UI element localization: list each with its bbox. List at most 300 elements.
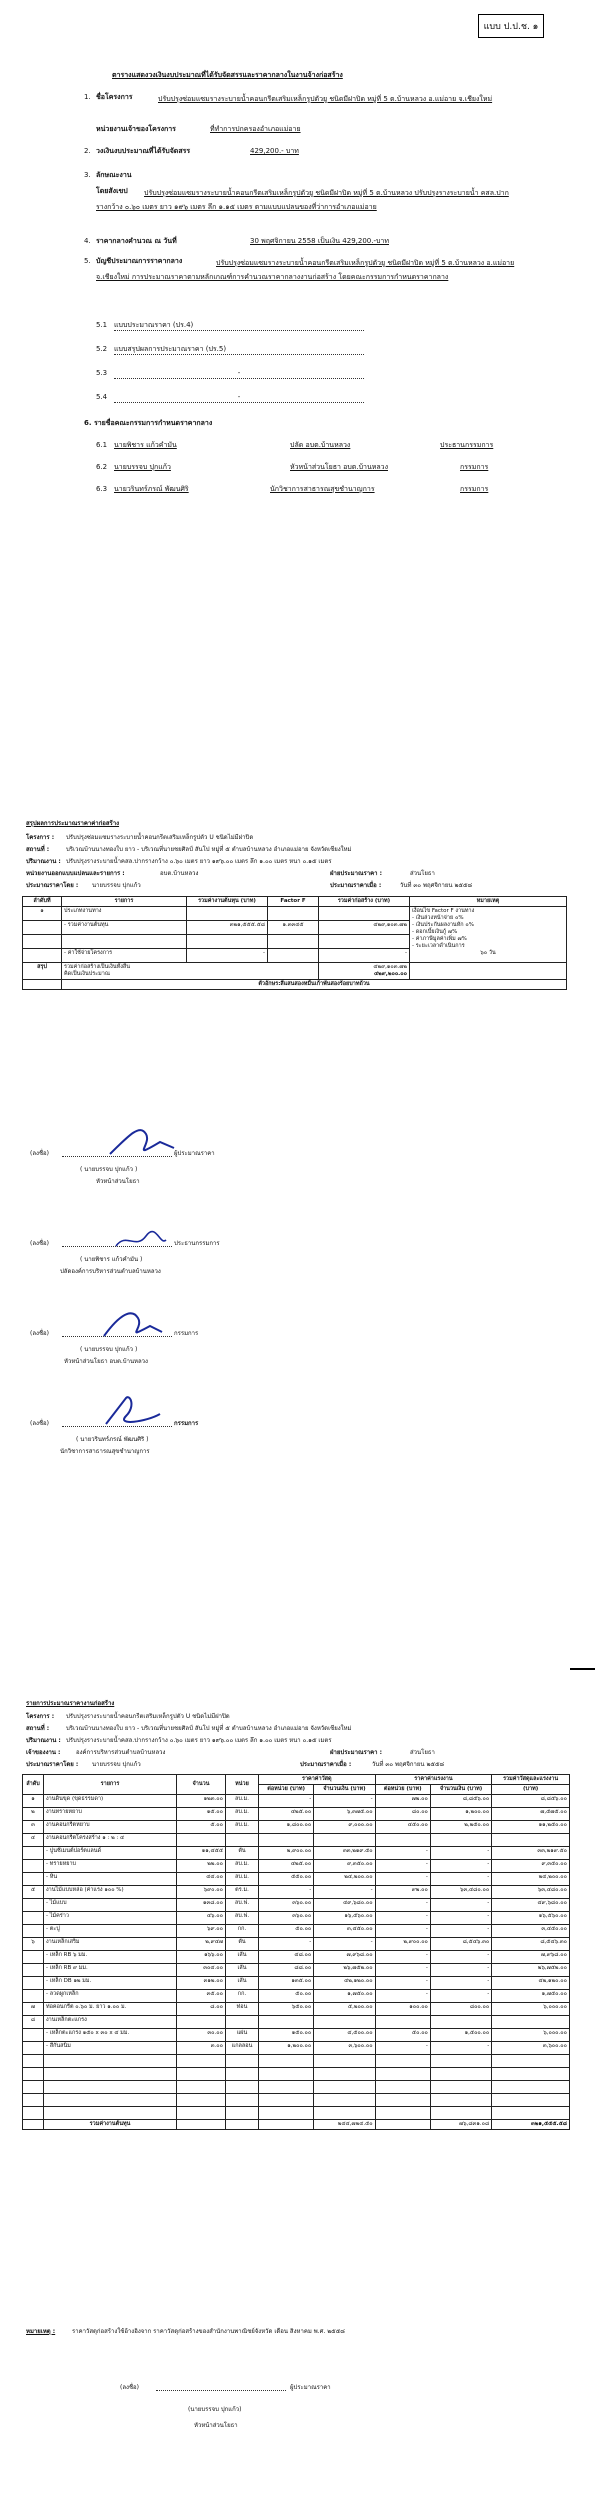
p2-sig3-title: หัวหน้าส่วนโยธา อบต.บ้านหลวง <box>64 1358 148 1365</box>
item2-no: 2. <box>84 147 91 155</box>
est-cell-r19-c4: แผ่น <box>226 2029 259 2042</box>
est-h-mat-amount: จำนวนเงิน (บาท) <box>314 1785 375 1795</box>
attach-4-no: 5.4 <box>96 393 108 401</box>
est-cell-r11-c4: กก. <box>226 1925 259 1938</box>
est-cell-r17-c7: ๑๐๐.๐๐ <box>375 2003 430 2016</box>
est-cell-r3-c1: ๓ <box>23 1821 44 1834</box>
sum-note-4: - ค่าภาษีมูลค่าเพิ่ม ๗% <box>412 936 467 942</box>
sum-r4-no <box>23 949 62 963</box>
p2-project-label: โครงการ : <box>26 834 55 841</box>
est-cell-r25-c1 <box>23 2107 44 2120</box>
sum-r2-item: - รวมค่างานต้นทุน <box>62 921 187 935</box>
est-cell-r20-c9: ๓,๖๐๐.๐๐ <box>492 2042 570 2055</box>
est-cell-r15-c6: ๔๒,๑๒๐.๐๐ <box>314 1977 375 1990</box>
est-cell-r9-c3: ๑๓๘.๐๐ <box>177 1899 226 1912</box>
est-cell-r12-c4: ตัน <box>226 1938 259 1951</box>
est-cell-r1-c3: ๑๒๓.๐๐ <box>177 1795 226 1808</box>
est-h-total: รวมค่าวัสดุและแรงงาน <box>492 1775 570 1785</box>
form-code: แบบ ป.ป.ช. ๑ <box>483 22 539 32</box>
sum-summary-label: สรุป <box>23 963 62 980</box>
p2-sig1-role: ผู้ประมาณราคา <box>174 1150 215 1157</box>
table-row <box>23 2055 570 2068</box>
est-cell-r21-c9 <box>492 2055 570 2068</box>
table-row <box>23 1847 570 1860</box>
p2-sig2-name: ( นายพิชาร แก้วคำมัน ) <box>80 1256 143 1263</box>
sum-r4-cost: - <box>187 949 268 963</box>
signature-scribble-icon <box>110 1226 170 1256</box>
est-cell-r6-c3: ๒๒.๐๐ <box>177 1860 226 1873</box>
est-cell-r6-c2: - ทรายหยาบ <box>44 1860 177 1873</box>
est-cell-r20-c4: แกลลอน <box>226 2042 259 2055</box>
p2-owner: อบต.บ้านหลวง <box>160 870 199 877</box>
table-row <box>23 1938 570 1951</box>
p2-sig1-line <box>62 1156 172 1157</box>
est-total-blank-4 <box>259 2120 314 2130</box>
est-cell-r19-c2: - เหล็กตะแกรง ๑๕๐ x ๓๐ x ๔ มม. <box>44 2029 177 2042</box>
sum-r1-item: ประเภทงานทาง <box>62 907 187 921</box>
est-cell-r20-c8: - <box>430 2042 491 2055</box>
sum-r1-total <box>319 907 410 921</box>
est-cell-r20-c2: - สีกันสนิม <box>44 2042 177 2055</box>
est-cell-r19-c5: ๑๕๐.๐๐ <box>259 2029 314 2042</box>
est-cell-r24-c6 <box>314 2094 375 2107</box>
est-cell-r8-c6: - <box>314 1886 375 1899</box>
est-cell-r25-c6 <box>314 2107 375 2120</box>
p3-by-label: ประมาณราคาโดย : <box>26 1761 79 1768</box>
est-cell-r1-c1: ๑ <box>23 1795 44 1808</box>
p2-quantity: ปรับปรุงรางระบายน้ำคสล.ปากรางกว้าง ๐.๖๐ เมตร ยาว ๑๙๖.๐๐ เมตร ลึก ๑.๐๐ เมตร หนา ๐.๑๕ เมตร <box>66 858 332 865</box>
est-cell-r22-c1 <box>23 2068 44 2081</box>
item4-no: 4. <box>84 237 91 245</box>
est-cell-r19-c6: ๔,๕๐๐.๐๐ <box>314 2029 375 2042</box>
est-cell-r7-c1 <box>23 1873 44 1886</box>
est-cell-r1-c8: ๘,๘๕๖.๐๐ <box>430 1795 491 1808</box>
est-cell-r4-c2: งานคอนกรีตโครงสร้าง ๑ : ๒ : ๔ <box>44 1834 177 1847</box>
table-row <box>23 1886 570 1899</box>
est-cell-r16-c2: - ลวดผูกเหล็ก <box>44 1990 177 2003</box>
table-row <box>23 2042 570 2055</box>
est-cell-r19-c7: ๕๐.๐๐ <box>375 2029 430 2042</box>
table-row <box>23 1912 570 1925</box>
est-cell-r3-c9: ๑๑,๒๕๐.๐๐ <box>492 1821 570 1834</box>
attach-4-text: - <box>114 392 364 403</box>
page-2 <box>0 820 595 1640</box>
p3-owner-label: เจ้าของงาน : <box>26 1749 61 1756</box>
est-cell-r13-c1 <box>23 1951 44 1964</box>
attach-2-no: 5.2 <box>96 345 108 353</box>
est-h-no: ลำดับ <box>23 1775 44 1795</box>
sum-h-factor: Factor F <box>268 897 319 907</box>
est-cell-r15-c8: - <box>430 1977 491 1990</box>
sum-summary-value-1: ๔๒๙,๑๐๓.๗๒ <box>373 964 407 970</box>
sum-note-3: - ดอกเบี้ยเงินกู้ ๗% <box>412 929 458 935</box>
est-cell-r10-c3: ๔๖.๐๐ <box>177 1912 226 1925</box>
est-cell-r2-c3: ๑๕.๐๐ <box>177 1808 226 1821</box>
sum-r4-factor <box>268 949 319 963</box>
est-cell-r12-c7: ๒,๙๐๐.๐๐ <box>375 1938 430 1951</box>
est-cell-r11-c8: - <box>430 1925 491 1938</box>
sum-notes <box>410 907 567 963</box>
p3-by: นายบรรจบ ปุกแก้ว <box>92 1761 141 1768</box>
est-cell-r20-c3: ๓.๐๐ <box>177 2042 226 2055</box>
est-cell-r1-c7: ๗๒.๐๐ <box>375 1795 430 1808</box>
est-cell-r11-c7: - <box>375 1925 430 1938</box>
est-cell-r12-c3: ๒,๙๔๗ <box>177 1938 226 1951</box>
est-cell-r3-c4: ลบ.ม. <box>226 1821 259 1834</box>
est-cell-r5-c6: ๓๓,๒๑๙.๕๐ <box>314 1847 375 1860</box>
est-cell-r6-c8: - <box>430 1860 491 1873</box>
est-cell-r4-c9 <box>492 1834 570 1847</box>
est-cell-r19-c9: ๖,๐๐๐.๐๐ <box>492 2029 570 2042</box>
page-1 <box>0 0 595 720</box>
est-cell-r19-c8: ๑,๕๐๐.๐๐ <box>430 2029 491 2042</box>
p3-dept: ส่วนโยธา <box>410 1749 435 1756</box>
est-cell-r11-c9: ๓,๔๕๐.๐๐ <box>492 1925 570 1938</box>
est-cell-r2-c4: ลบ.ม. <box>226 1808 259 1821</box>
sum-h-total: รวมค่าก่อสร้าง (บาท) <box>319 897 410 907</box>
table-row <box>23 1951 570 1964</box>
est-cell-r10-c9: ๑๖,๕๖๐.๐๐ <box>492 1912 570 1925</box>
p3-note: ราคาวัสดุก่อสร้างใช้อ้างอิงจาก ราคาวัสดุก่อสร้างของสำนักงานพาณิชย์จังหวัด เดือน สิงหาคม พ.ศ. ๒๕๕๘ <box>72 2328 345 2335</box>
item3-sub-label: โดยสังเขป <box>96 187 128 195</box>
est-cell-r2-c2: งานทรายหยาบ <box>44 1808 177 1821</box>
est-total-material: ๒๔๔,๗๒๔.๕๐ <box>314 2120 375 2130</box>
est-h-qty: จำนวน <box>177 1775 226 1795</box>
est-cell-r16-c5: ๕๐.๐๐ <box>259 1990 314 2003</box>
est-cell-r22-c4 <box>226 2068 259 2081</box>
est-cell-r12-c8: ๘,๕๔๖.๓๐ <box>430 1938 491 1951</box>
est-cell-r7-c5: ๕๕๐.๐๐ <box>259 1873 314 1886</box>
p3-sig-prefix: (ลงชื่อ) <box>120 2384 139 2391</box>
est-cell-r1-c6: - <box>314 1795 375 1808</box>
estimate-table <box>22 1774 570 2130</box>
table-row <box>23 1808 570 1821</box>
est-cell-r9-c2: - ไม้แบบ <box>44 1899 177 1912</box>
est-cell-r17-c3: ๘.๐๐ <box>177 2003 226 2016</box>
p2-sig4-title: นักวิชาการสาธารณสุขชำนาญการ <box>60 1448 150 1455</box>
est-cell-r9-c9: ๔๙,๖๘๐.๐๐ <box>492 1899 570 1912</box>
est-cell-r21-c2 <box>44 2055 177 2068</box>
item2-value: 429,200.- บาท <box>250 147 299 155</box>
page-3 <box>0 1700 595 2500</box>
item3-label: ลักษณะงาน <box>96 171 132 179</box>
est-cell-r8-c1: ๕ <box>23 1886 44 1899</box>
est-cell-r5-c5: ๒,๙๐๐.๐๐ <box>259 1847 314 1860</box>
p2-sig1-prefix: (ลงชื่อ) <box>30 1150 49 1157</box>
est-cell-r18-c1: ๘ <box>23 2016 44 2029</box>
est-cell-r6-c6: ๙,๓๕๐.๐๐ <box>314 1860 375 1873</box>
sum-r2-total: ๔๒๙,๑๐๓.๗๒ <box>319 921 410 935</box>
sum-note-6: ๖๐ วัน <box>480 950 496 956</box>
est-cell-r16-c6: ๑,๗๕๐.๐๐ <box>314 1990 375 2003</box>
est-cell-r22-c3 <box>177 2068 226 2081</box>
p2-sig2-role: ประธานกรรมการ <box>174 1240 220 1247</box>
est-cell-r8-c4: ตร.ม. <box>226 1886 259 1899</box>
est-cell-r22-c6 <box>314 2068 375 2081</box>
est-cell-r25-c4 <box>226 2107 259 2120</box>
est-cell-r3-c2: งานคอนกรีตหยาบ <box>44 1821 177 1834</box>
est-cell-r13-c3: ๑๖๖.๐๐ <box>177 1951 226 1964</box>
est-cell-r12-c5: - <box>259 1938 314 1951</box>
sum-r2-cost: ๓๒๑,๕๕๕.๕๘ <box>187 921 268 935</box>
est-cell-r5-c2: - ปูนซีเมนต์ปอร์ตแลนด์ <box>44 1847 177 1860</box>
est-cell-r5-c4: ตัน <box>226 1847 259 1860</box>
est-cell-r2-c6: ๖,๓๗๕.๐๐ <box>314 1808 375 1821</box>
est-total-label: รวมค่างานต้นทุน <box>44 2120 177 2130</box>
est-cell-r3-c6: ๙,๐๐๐.๐๐ <box>314 1821 375 1834</box>
form-code-box <box>478 14 544 38</box>
est-cell-r13-c5: ๔๘.๐๐ <box>259 1951 314 1964</box>
est-total-blank-1 <box>23 2120 44 2130</box>
est-cell-r4-c1: ๔ <box>23 1834 44 1847</box>
est-cell-r14-c5: ๘๘.๐๐ <box>259 1964 314 1977</box>
est-cell-r15-c3: ๓๑๒.๐๐ <box>177 1977 226 1990</box>
est-cell-r12-c2: งานเหล็กเสริม <box>44 1938 177 1951</box>
p2-sig1-name: ( นายบรรจบ ปุกแก้ว ) <box>80 1166 138 1173</box>
table-row <box>23 1821 570 1834</box>
est-cell-r1-c2: งานดินขุด (ขุดธรรมดา) <box>44 1795 177 1808</box>
p2-estimator-label: ฝ่ายประมาณราคา : <box>330 870 383 877</box>
p2-sig3-prefix: (ลงชื่อ) <box>30 1330 49 1337</box>
est-cell-r20-c7: - <box>375 2042 430 2055</box>
est-cell-r5-c1 <box>23 1847 44 1860</box>
est-cell-r6-c7: - <box>375 1860 430 1873</box>
est-cell-r10-c8: - <box>430 1912 491 1925</box>
est-cell-r17-c2: ท่อคอนกรีต ๐.๖๐ ม. ยาว ๑.๐๐ ม. <box>44 2003 177 2016</box>
est-cell-r7-c3: ๔๔.๐๐ <box>177 1873 226 1886</box>
signature-scribble-icon <box>100 1124 180 1164</box>
est-cell-r10-c7: - <box>375 1912 430 1925</box>
p3-note-label: หมายเหตุ : <box>26 2328 56 2335</box>
est-cell-r22-c7 <box>375 2068 430 2081</box>
sum-note-0: เงื่อนไข Factor F งานทาง <box>412 908 475 914</box>
est-cell-r11-c3: ๖๙.๐๐ <box>177 1925 226 1938</box>
p2-sig1-title: หัวหน้าส่วนโยธา <box>96 1178 140 1185</box>
sum-note-5: - ระยะเวลาดำเนินการ <box>412 943 465 949</box>
p2-by-label: ประมาณราคาโดย : <box>26 882 79 889</box>
summary-total-row <box>23 963 567 980</box>
est-cell-r4-c3 <box>177 1834 226 1847</box>
est-h-mat-unit: ต่อหน่วย (บาท) <box>259 1785 314 1795</box>
est-cell-r11-c2: - ตะปู <box>44 1925 177 1938</box>
est-cell-r13-c7: - <box>375 1951 430 1964</box>
sum-h-item: รายการ <box>62 897 187 907</box>
attach-1-text: แบบประมาณราคา (ปร.4) <box>114 320 364 331</box>
est-cell-r8-c3: ๖๙๐.๐๐ <box>177 1886 226 1899</box>
p2-signature-4 <box>0 1400 595 1480</box>
sum-r3-cost <box>187 935 268 949</box>
p2-signature-1 <box>0 1130 595 1210</box>
sum-r2-factor: ๑.๓๓๔๕ <box>268 921 319 935</box>
item2-label: วงเงินงบประมาณที่ได้รับจัดสรร <box>96 147 191 155</box>
est-cell-r8-c5: - <box>259 1886 314 1899</box>
est-cell-r17-c1: ๗ <box>23 2003 44 2016</box>
est-cell-r18-c5 <box>259 2016 314 2029</box>
est-cell-r21-c7 <box>375 2055 430 2068</box>
p3-project-label: โครงการ : <box>26 1713 55 1720</box>
table-row <box>23 1834 570 1847</box>
attach-2-text: แบบสรุปผลการประมาณราคา (ปร.5) <box>114 344 364 355</box>
attach-3-no: 5.3 <box>96 369 108 377</box>
est-h-total-baht: (บาท) <box>492 1785 570 1795</box>
item5-value: ปรับปรุงซ่อมแซมรางระบายน้ำคอนกรีตเสริมเหล็กรูปตัวยู ชนิดมีฝาปิด หมู่ที่ 5 ต.บ้านหลวง อ.แม่อาย จ.เชียงใหม่ การประมาณราคาตามหลักเกณฑ์การคำนวณราคากลางงานก่อสร้าง โดยคณะกรรมการกำหนดราคากลาง <box>96 259 515 281</box>
est-total-blank-3 <box>226 2120 259 2130</box>
est-cell-r13-c9: ๗,๙๖๘.๐๐ <box>492 1951 570 1964</box>
p3-sig-role: ผู้ประมาณราคา <box>290 2384 331 2391</box>
p2-sig3-name: ( นายบรรจบ ปุกแก้ว ) <box>80 1346 138 1353</box>
table-row <box>23 1990 570 2003</box>
est-cell-r11-c6: ๓,๔๕๐.๐๐ <box>314 1925 375 1938</box>
est-cell-r21-c8 <box>430 2055 491 2068</box>
est-cell-r14-c8: - <box>430 1964 491 1977</box>
est-cell-r13-c8: - <box>430 1951 491 1964</box>
estimate-header-row <box>23 1775 570 1785</box>
est-cell-r23-c6 <box>314 2081 375 2094</box>
est-cell-r21-c4 <box>226 2055 259 2068</box>
amount-blank <box>23 980 62 990</box>
est-cell-r4-c8 <box>430 1834 491 1847</box>
est-cell-r8-c9: ๖๓,๔๘๐.๐๐ <box>492 1886 570 1899</box>
est-cell-r4-c7 <box>375 1834 430 1847</box>
est-cell-r11-c5: ๕๐.๐๐ <box>259 1925 314 1938</box>
est-cell-r7-c9: ๒๔,๒๐๐.๐๐ <box>492 1873 570 1886</box>
est-cell-r15-c4: เส้น <box>226 1977 259 1990</box>
p2-signature-2 <box>0 1220 595 1300</box>
est-cell-r24-c8 <box>430 2094 491 2107</box>
est-cell-r2-c8: ๑,๒๐๐.๐๐ <box>430 1808 491 1821</box>
est-cell-r23-c2 <box>44 2081 177 2094</box>
est-cell-r25-c3 <box>177 2107 226 2120</box>
est-cell-r9-c8: - <box>430 1899 491 1912</box>
committee-1-name: นายพิชาร แก้วคำมัน <box>114 441 177 449</box>
p3-dept-label: ฝ่ายประมาณราคา : <box>330 1749 383 1756</box>
est-cell-r17-c4: ท่อน <box>226 2003 259 2016</box>
est-cell-r18-c8 <box>430 2016 491 2029</box>
table-row <box>23 1925 570 1938</box>
est-total-blank-2 <box>177 2120 226 2130</box>
est-cell-r12-c1: ๖ <box>23 1938 44 1951</box>
p3-project: ปรับปรุงรางระบายน้ำคอนกรีตเสริมเหล็กรูปตัว U ชนิดไม่มีฝาปิด <box>66 1713 230 1720</box>
est-cell-r14-c3: ๓๐๔.๐๐ <box>177 1964 226 1977</box>
est-cell-r22-c5 <box>259 2068 314 2081</box>
est-cell-r3-c8: ๒,๒๕๐.๐๐ <box>430 1821 491 1834</box>
attach-1-no: 5.1 <box>96 321 108 329</box>
p2-sig2-line <box>62 1246 172 1247</box>
est-cell-r23-c4 <box>226 2081 259 2094</box>
est-cell-r15-c9: ๔๒,๑๒๐.๐๐ <box>492 1977 570 1990</box>
est-cell-r5-c3: ๑๑,๔๕๕ <box>177 1847 226 1860</box>
est-cell-r6-c4: ลบ.ม. <box>226 1860 259 1873</box>
sum-h-cost: รวมค่างานต้นทุน (บาท) <box>187 897 268 907</box>
table-row <box>23 2107 570 2120</box>
table-row <box>23 2029 570 2042</box>
est-cell-r8-c2: งานไม้แบบหล่อ (ค่าแรง ๑๐๐ %) <box>44 1886 177 1899</box>
est-cell-r2-c5: ๔๒๕.๐๐ <box>259 1808 314 1821</box>
est-total-all: ๓๒๑,๕๕๕.๕๘ <box>492 2120 570 2130</box>
est-cell-r23-c8 <box>430 2081 491 2094</box>
est-cell-r24-c1 <box>23 2094 44 2107</box>
est-cell-r16-c1 <box>23 1990 44 2003</box>
committee-1-role: ประธานกรรมการ <box>440 441 494 449</box>
committee-title: 6. รายชื่อคณะกรรมการกำหนดราคากลาง <box>84 419 213 427</box>
p2-sig4-role: กรรมการ <box>174 1420 199 1427</box>
sum-r3-factor <box>268 935 319 949</box>
est-cell-r18-c7 <box>375 2016 430 2029</box>
est-cell-r15-c7: - <box>375 1977 430 1990</box>
attach-3-text: - <box>114 368 364 379</box>
item3-sub-value: ปรับปรุงซ่อมแซมรางระบายน้ำคอนกรีตเสริมเหล็กรูปตัวยู ชนิดมีฝาปิด หมู่ที่ 5 ต.บ้านหลวง ปรับปรุงรางระบายน้ำ คสล.ปากรางกว้าง ๐.๖๐ เมตร ยาว ๑๙๖ เมตร ลึก ๑.๑๕ เมตร ตามแบบแปลนของที่ว่าการอำเภอแม่อาย <box>96 189 509 211</box>
est-h-lab-amount: จำนวนเงิน (บาท) <box>430 1785 491 1795</box>
item5-no: 5. <box>84 257 91 265</box>
p2-date: วันที่ ๓๐ พฤศจิกายน ๒๕๕๘ <box>400 882 473 889</box>
p2-sig3-line <box>62 1336 172 1337</box>
est-total-labour: ๗๖,๘๓๑.๐๘ <box>430 2120 491 2130</box>
est-cell-r21-c3 <box>177 2055 226 2068</box>
p3-quantity: ปรับปรุงรางระบายน้ำคสล.ปากรางกว้าง ๐.๖๐ เมตร ยาว ๑๙๖.๐๐ เมตร ลึก ๑.๐๐ เมตร หนา ๐.๑๕ เมตร <box>66 1737 332 1744</box>
est-cell-r14-c6: ๒๖,๗๕๒.๐๐ <box>314 1964 375 1977</box>
est-cell-r20-c1 <box>23 2042 44 2055</box>
est-cell-r5-c7: - <box>375 1847 430 1860</box>
item3-no: 3. <box>84 171 91 179</box>
p2-quantity-label: ปริมาณงาน : <box>26 858 61 865</box>
p2-by: นายบรรจบ ปุกแก้ว <box>92 882 141 889</box>
p3-quantity-label: ปริมาณงาน : <box>26 1737 61 1744</box>
committee-3-position: นักวิชาการสาธารณสุขชำนาญการ <box>270 485 375 493</box>
committee-3-role: กรรมการ <box>460 485 489 493</box>
est-cell-r1-c5: - <box>259 1795 314 1808</box>
est-cell-r25-c8 <box>430 2107 491 2120</box>
owner-value: ที่ทำการปกครองอำเภอแม่อาย <box>210 125 301 133</box>
table-row <box>23 2068 570 2081</box>
est-cell-r20-c6: ๓,๖๐๐.๐๐ <box>314 2042 375 2055</box>
sum-r4-item: - ค่าใช้จ่ายโครงการ <box>62 949 187 963</box>
est-cell-r14-c4: เส้น <box>226 1964 259 1977</box>
est-cell-r7-c6: ๒๔,๒๐๐.๐๐ <box>314 1873 375 1886</box>
est-total-blank-5 <box>375 2120 430 2130</box>
amount-text: ตัวอักษร:สี่แสนสองหมื่นเก้าพันสองร้อยบาทถ้วน <box>62 980 567 990</box>
estimate-total-row <box>23 2120 570 2130</box>
est-cell-r16-c8: - <box>430 1990 491 2003</box>
table-row <box>23 1795 570 1808</box>
p2-owner-label: หน่วยงานออกแบบแปลนและรายการ : <box>26 870 125 877</box>
est-h-unit: หน่วย <box>226 1775 259 1795</box>
table-row <box>23 1860 570 1873</box>
est-h-item: รายการ <box>44 1775 177 1795</box>
est-cell-r18-c4 <box>226 2016 259 2029</box>
est-cell-r1-c9: ๘,๘๕๖.๐๐ <box>492 1795 570 1808</box>
est-cell-r22-c8 <box>430 2068 491 2081</box>
est-cell-r14-c1 <box>23 1964 44 1977</box>
table-row <box>23 907 567 921</box>
committee-1-position: ปลัด อบต.บ้านหลวง <box>290 441 351 449</box>
est-cell-r9-c5: ๓๖๐.๐๐ <box>259 1899 314 1912</box>
est-cell-r16-c4: กก. <box>226 1990 259 2003</box>
item1-no: 1. <box>84 93 91 101</box>
sum-summary-blank <box>410 963 567 980</box>
est-cell-r15-c5: ๑๓๕.๐๐ <box>259 1977 314 1990</box>
committee-1-no: 6.1 <box>96 441 108 449</box>
est-cell-r24-c5 <box>259 2094 314 2107</box>
est-cell-r21-c1 <box>23 2055 44 2068</box>
est-cell-r23-c7 <box>375 2081 430 2094</box>
est-cell-r7-c2: - หิน <box>44 1873 177 1886</box>
p3-sig-name: (นายบรรจบ ปุกแก้ว) <box>188 2406 242 2413</box>
table-row <box>23 1899 570 1912</box>
p2-location-label: สถานที่ : <box>26 846 50 853</box>
est-cell-r21-c5 <box>259 2055 314 2068</box>
sum-summary-line-2: คิดเป็นเงินประมาณ <box>64 971 110 977</box>
est-cell-r14-c9: ๒๖,๗๕๒.๐๐ <box>492 1964 570 1977</box>
